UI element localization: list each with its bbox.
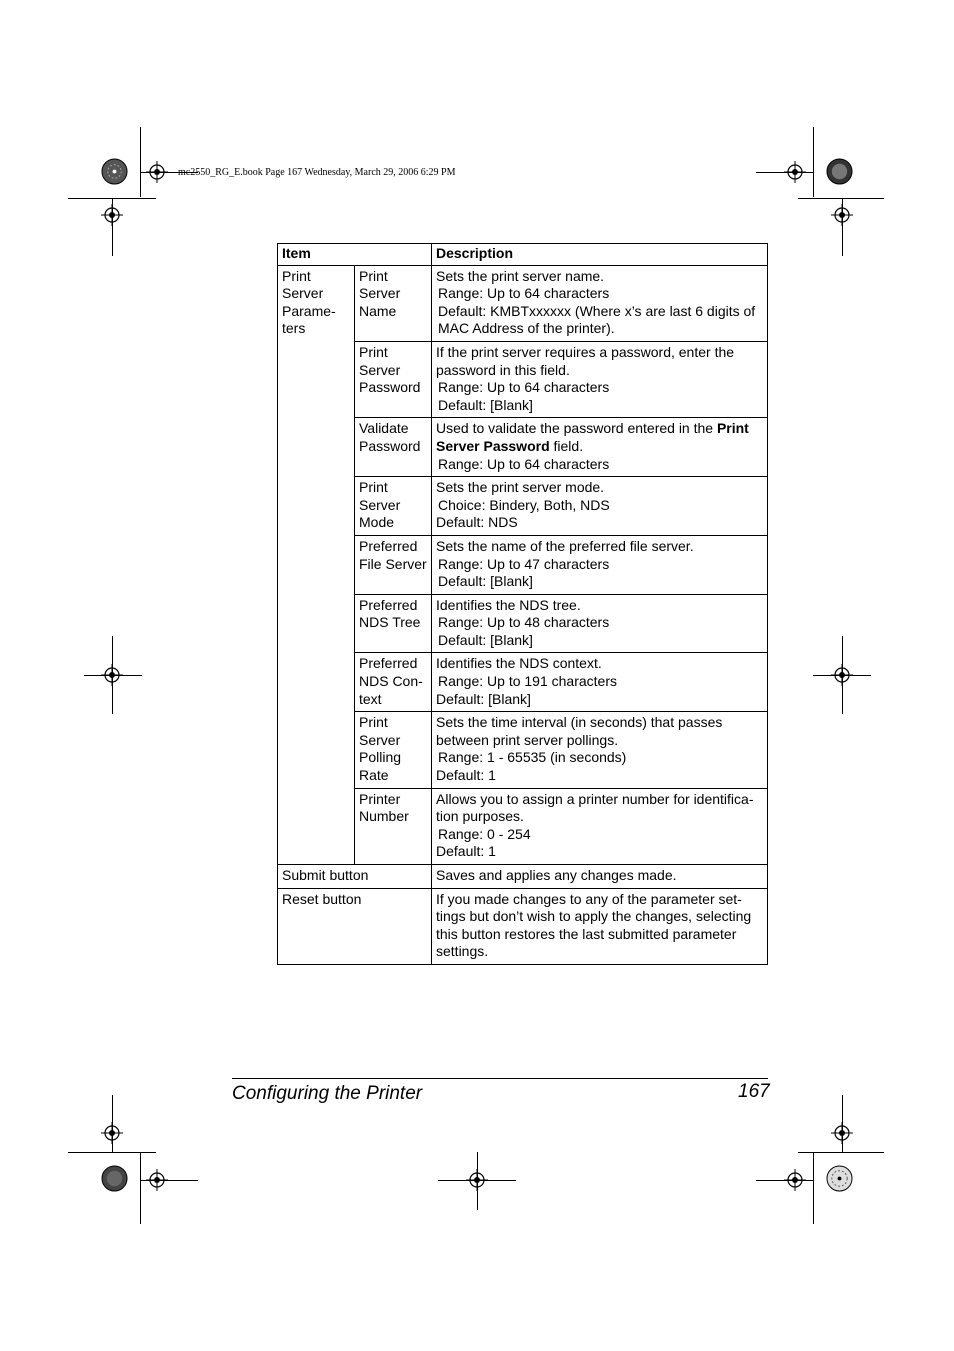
item-cell: Submit button bbox=[278, 865, 432, 889]
item-cell bbox=[355, 653, 432, 712]
description-line: Range: Up to 64 characters bbox=[438, 455, 610, 472]
description-cell bbox=[432, 788, 768, 864]
registration-target-icon bbox=[831, 204, 853, 226]
calibration-disc-icon bbox=[826, 1165, 853, 1192]
description-cell bbox=[432, 265, 768, 341]
print-info-header: mc2550_RG_E.book Page 167 Wednesday, March 29, 2006 6:29 PM bbox=[178, 167, 456, 178]
registration-target-icon bbox=[831, 1122, 853, 1144]
item-label-line: Password bbox=[359, 437, 421, 454]
item-label-line: Preferred bbox=[359, 596, 418, 613]
description-line: Default: 1 bbox=[436, 843, 496, 860]
item-label-line: Print bbox=[359, 479, 388, 496]
item-label-line: Server bbox=[359, 496, 401, 513]
description-line: Default: [Blank] bbox=[436, 690, 531, 707]
description-line: Default: 1 bbox=[436, 767, 496, 784]
field-reference-bold: Server Password bbox=[436, 437, 550, 454]
group-label-line: Server bbox=[282, 285, 324, 302]
description-line: this button restores the last submitted parameter bbox=[436, 925, 737, 942]
calibration-disc-icon bbox=[101, 158, 128, 185]
description-line: Default: [Blank] bbox=[438, 631, 533, 648]
description-line: Sets the print server name. bbox=[436, 267, 605, 284]
item-label-line: Print bbox=[359, 714, 388, 731]
item-label-line: Server bbox=[359, 361, 401, 378]
item-label-line: Print bbox=[359, 267, 388, 284]
registration-target-icon bbox=[784, 1169, 806, 1191]
description-line: Identifies the NDS context. bbox=[436, 655, 602, 672]
description-line: Sets the name of the preferred file server. bbox=[436, 537, 694, 554]
description-line: Sets the time interval (in seconds) that passes bbox=[436, 714, 723, 731]
item-label-line: Mode bbox=[359, 514, 395, 531]
item-label-line: NDS Con- bbox=[359, 673, 423, 690]
calibration-disc-icon bbox=[826, 158, 853, 185]
description-cell bbox=[432, 712, 768, 788]
group-label-cell bbox=[278, 265, 355, 864]
item-label-line: Name bbox=[359, 302, 397, 319]
footer-chapter-title: Configuring the Printer bbox=[232, 1083, 423, 1104]
item-label-line: text bbox=[359, 690, 382, 707]
description-cell bbox=[432, 535, 768, 594]
description-cell: Saves and applies any changes made. bbox=[432, 865, 768, 889]
description-line: Range: Up to 64 characters bbox=[438, 379, 610, 396]
description-cell bbox=[432, 341, 768, 417]
description-line: Range: Up to 191 characters bbox=[438, 673, 617, 690]
item-cell bbox=[355, 712, 432, 788]
registration-target-icon bbox=[101, 204, 123, 226]
item-cell bbox=[355, 594, 432, 653]
item-label-line: Printer bbox=[359, 790, 401, 807]
item-label-line: Print bbox=[359, 343, 388, 360]
description-line: Choice: Bindery, Both, NDS bbox=[438, 496, 610, 513]
field-reference-bold: Print bbox=[716, 420, 749, 437]
table-header-row bbox=[278, 244, 768, 266]
item-label-line: Server bbox=[359, 731, 401, 748]
description-line: Range: 0 - 254 bbox=[438, 825, 531, 842]
item-cell bbox=[355, 535, 432, 594]
description-line: Range: Up to 64 characters bbox=[438, 285, 610, 302]
item-label-line: Preferred bbox=[359, 537, 418, 554]
description-line: Range: 1 - 65535 (in seconds) bbox=[438, 749, 627, 766]
description-cell bbox=[432, 418, 768, 477]
table-row-reset bbox=[278, 888, 768, 964]
item-label-line: Number bbox=[359, 808, 409, 825]
registration-target-icon bbox=[146, 1169, 168, 1191]
description-cell bbox=[432, 594, 768, 653]
description-text: Used to validate the password entered in the bbox=[436, 420, 717, 437]
column-header-description: Description bbox=[432, 244, 768, 266]
description-line: settings. bbox=[436, 943, 489, 960]
description-line bbox=[436, 420, 763, 438]
item-cell: Reset button bbox=[278, 888, 432, 964]
calibration-disc-icon bbox=[101, 1165, 128, 1192]
description-line bbox=[436, 438, 763, 456]
table-row bbox=[278, 265, 768, 341]
registration-target-icon bbox=[831, 664, 853, 686]
description-line: If the print server requires a password, enter the bbox=[436, 343, 735, 360]
group-label-line: Print bbox=[282, 267, 311, 284]
description-line: If you made changes to any of the parameter set- bbox=[436, 890, 742, 907]
item-label-line: Preferred bbox=[359, 655, 418, 672]
item-cell bbox=[355, 341, 432, 417]
item-cell bbox=[355, 265, 432, 341]
item-label-line: Validate bbox=[359, 420, 409, 437]
description-line: tings but don’t wish to apply the changes, selecting bbox=[436, 908, 752, 925]
description-line: Identifies the NDS tree. bbox=[436, 596, 581, 613]
item-label-line: Password bbox=[359, 379, 421, 396]
description-line: Sets the print server mode. bbox=[436, 479, 605, 496]
description-line: Allows you to assign a printer number for identifica- bbox=[436, 790, 754, 807]
description-cell bbox=[432, 653, 768, 712]
description-line: tion purposes. bbox=[436, 808, 524, 825]
description-line: Default: NDS bbox=[436, 514, 518, 531]
description-cell bbox=[432, 477, 768, 536]
group-label-line: ters bbox=[282, 320, 306, 337]
registration-target-icon bbox=[784, 161, 806, 183]
description-line: password in this field. bbox=[436, 361, 570, 378]
description-line: Range: Up to 47 characters bbox=[438, 555, 610, 572]
registration-target-icon bbox=[146, 161, 168, 183]
description-line: Default: [Blank] bbox=[438, 573, 533, 590]
item-cell bbox=[355, 788, 432, 864]
registration-target-icon bbox=[466, 1169, 488, 1191]
group-label-line: Parame- bbox=[282, 302, 336, 319]
item-label-line: Server bbox=[359, 285, 401, 302]
parameter-table bbox=[277, 243, 768, 965]
description-line: between print server pollings. bbox=[436, 731, 619, 748]
column-header-item: Item bbox=[278, 244, 432, 266]
registration-target-icon bbox=[101, 664, 123, 686]
item-label-line: Rate bbox=[359, 767, 389, 784]
item-label-line: File Server bbox=[359, 555, 427, 572]
description-cell bbox=[432, 888, 768, 964]
description-text: field. bbox=[549, 437, 584, 454]
item-label-line: NDS Tree bbox=[359, 614, 421, 631]
item-cell bbox=[355, 418, 432, 477]
description-line: Default: KMBTxxxxxx (Where x’s are last 6 digits of bbox=[438, 302, 756, 319]
table-row-submit bbox=[278, 865, 768, 889]
description-line: Range: Up to 48 characters bbox=[438, 614, 610, 631]
item-label-line: Polling bbox=[359, 749, 402, 766]
page-number: 167 bbox=[738, 1081, 770, 1102]
description-line: MAC Address of the printer). bbox=[438, 320, 615, 337]
footer-rule bbox=[232, 1078, 768, 1079]
description-line: Default: [Blank] bbox=[438, 396, 533, 413]
registration-target-icon bbox=[101, 1122, 123, 1144]
item-cell bbox=[355, 477, 432, 536]
